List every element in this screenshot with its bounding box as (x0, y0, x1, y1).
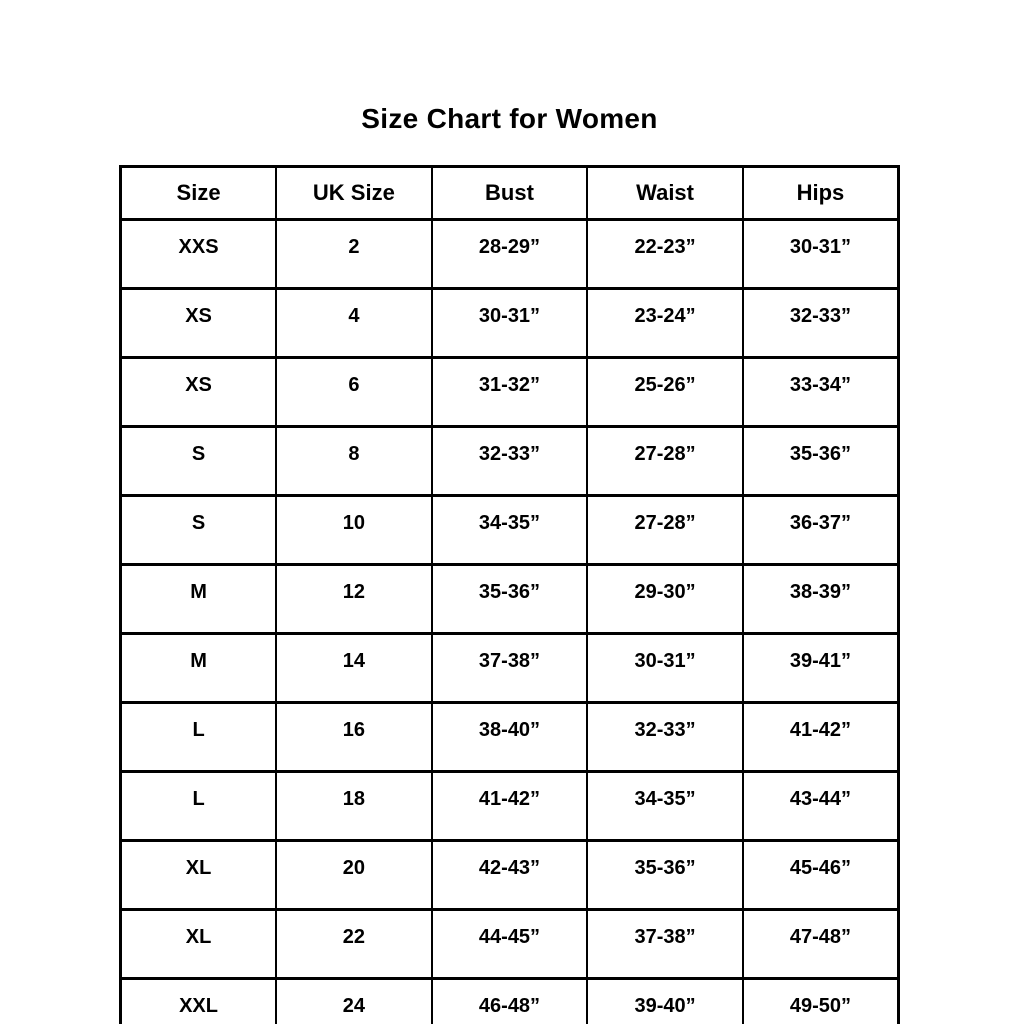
table-cell: 41-42” (743, 703, 899, 772)
column-header: Size (121, 167, 277, 220)
table-cell: 32-33” (432, 427, 588, 496)
table-row (121, 772, 899, 841)
table-cell: L (121, 703, 277, 772)
table-cell: 2 (276, 220, 432, 289)
table-row (121, 427, 899, 496)
table-cell: M (121, 634, 277, 703)
table-row (121, 496, 899, 565)
table-row (121, 358, 899, 427)
table-body (121, 220, 899, 1024)
table-cell: 27-28” (587, 427, 743, 496)
table-row (121, 565, 899, 634)
table-header (121, 167, 899, 220)
table-row (121, 910, 899, 979)
table-cell: 22 (276, 910, 432, 979)
table-cell: 16 (276, 703, 432, 772)
table-cell: 27-28” (587, 496, 743, 565)
table-cell: 35-36” (743, 427, 899, 496)
table-cell: S (121, 496, 277, 565)
table-cell: 29-30” (587, 565, 743, 634)
table-cell: 12 (276, 565, 432, 634)
table-cell: XXS (121, 220, 277, 289)
table-cell: 25-26” (587, 358, 743, 427)
table-cell: XL (121, 910, 277, 979)
column-header: UK Size (276, 167, 432, 220)
table-row (121, 289, 899, 358)
table-cell: 32-33” (587, 703, 743, 772)
table-cell: 6 (276, 358, 432, 427)
table-row (121, 841, 899, 910)
table-cell: 37-38” (432, 634, 588, 703)
table-cell: 28-29” (432, 220, 588, 289)
table-cell: 45-46” (743, 841, 899, 910)
column-header: Bust (432, 167, 588, 220)
table-cell: 41-42” (432, 772, 588, 841)
table-row (121, 634, 899, 703)
table-cell: 35-36” (587, 841, 743, 910)
table-cell: XS (121, 358, 277, 427)
table-cell: 43-44” (743, 772, 899, 841)
table-cell: 34-35” (432, 496, 588, 565)
table-cell: 31-32” (432, 358, 588, 427)
table-cell: M (121, 565, 277, 634)
table-row (121, 220, 899, 289)
table-cell: 30-31” (743, 220, 899, 289)
header-row (121, 167, 899, 220)
table-cell: 23-24” (587, 289, 743, 358)
table-cell: 39-41” (743, 634, 899, 703)
table-cell: 42-43” (432, 841, 588, 910)
table-cell: 38-40” (432, 703, 588, 772)
table-cell: 34-35” (587, 772, 743, 841)
page-title: Size Chart for Women (361, 103, 658, 134)
table-cell: 8 (276, 427, 432, 496)
table-cell: 49-50” (743, 979, 899, 1024)
size-table (119, 165, 900, 1024)
table-cell: 46-48” (432, 979, 588, 1024)
table-cell: 20 (276, 841, 432, 910)
table-cell: 10 (276, 496, 432, 565)
table-cell: 35-36” (432, 565, 588, 634)
table-cell: L (121, 772, 277, 841)
table-cell: 30-31” (587, 634, 743, 703)
table-cell: S (121, 427, 277, 496)
table-cell: 18 (276, 772, 432, 841)
table-cell: 14 (276, 634, 432, 703)
table-cell: 44-45” (432, 910, 588, 979)
table-cell: XS (121, 289, 277, 358)
table-cell: 22-23” (587, 220, 743, 289)
column-header: Hips (743, 167, 899, 220)
table-cell: XXL (121, 979, 277, 1024)
table-row (121, 979, 899, 1024)
table-cell: 38-39” (743, 565, 899, 634)
table-cell: 33-34” (743, 358, 899, 427)
table-cell: 4 (276, 289, 432, 358)
column-header: Waist (587, 167, 743, 220)
table-cell: 30-31” (432, 289, 588, 358)
table-cell: 32-33” (743, 289, 899, 358)
table-cell: 39-40” (587, 979, 743, 1024)
table-cell: 37-38” (587, 910, 743, 979)
table-cell: XL (121, 841, 277, 910)
table-row (121, 703, 899, 772)
table-cell: 47-48” (743, 910, 899, 979)
table-cell: 36-37” (743, 496, 899, 565)
table-cell: 24 (276, 979, 432, 1024)
